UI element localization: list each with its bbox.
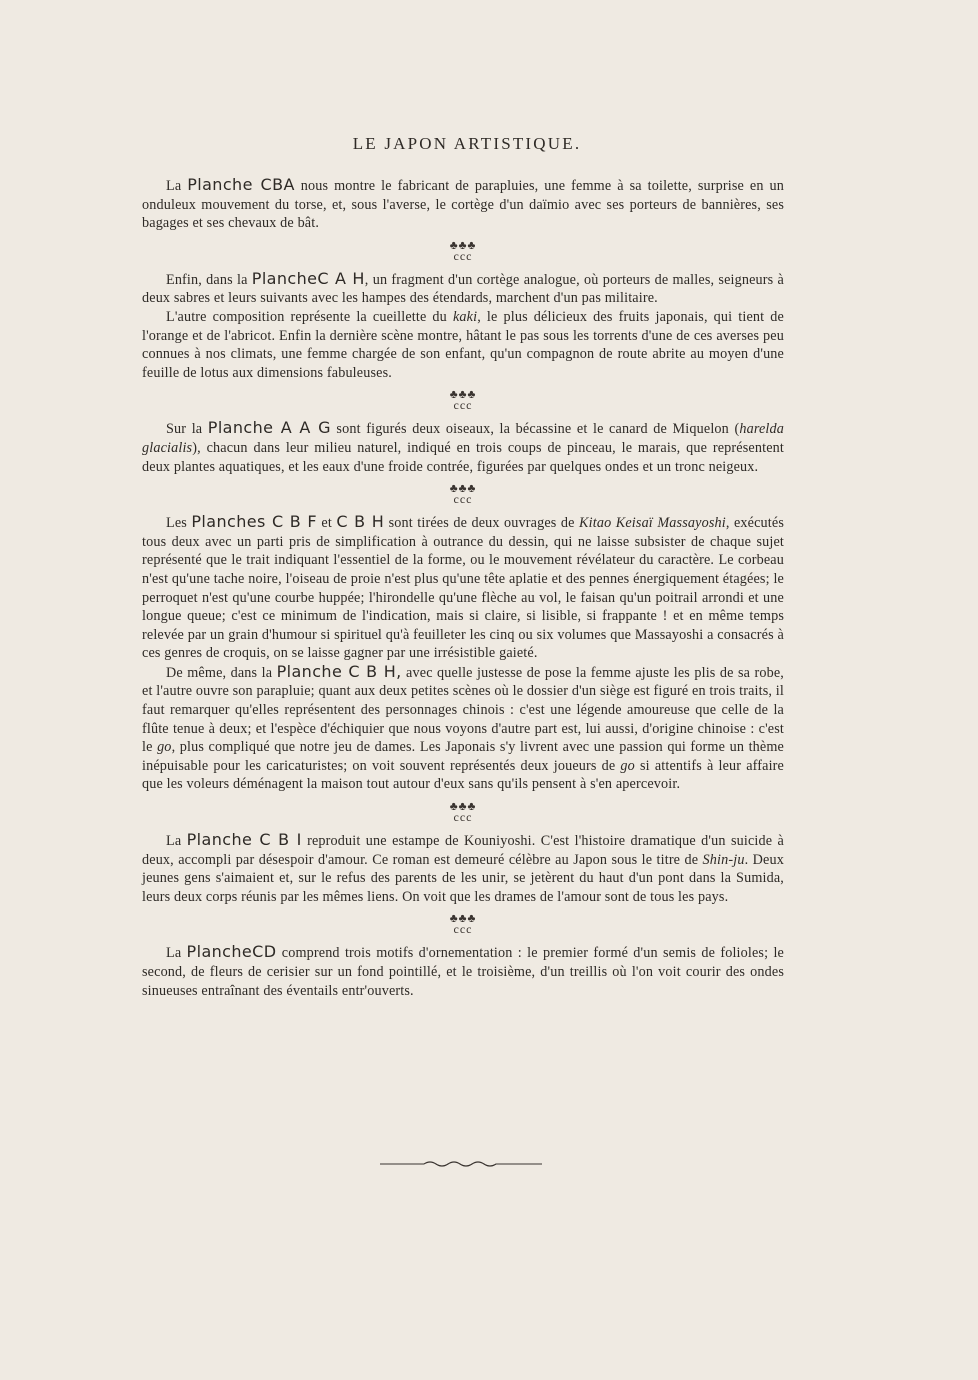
plate-reference: PlancheCD bbox=[186, 942, 277, 962]
paragraph-planche-cbi bbox=[142, 831, 784, 906]
text-run: Enfin, dans la bbox=[166, 271, 252, 288]
text-run: , exécutés tous deux avec un parti pris de simplification à outrance du dessin, qui ne laisse subsister de chaque sujet représenté que le trait indiquant l'essentiel de la forme, ou le mouvement révélateur du caractère. Le corbeau n'est qu'une tache noire, l'oiseau de proie n'est plus qu'une tête aplatie et des pennes énergiquement étagées; le perroquet n'est qu'une courbe huppée; l'hirondelle qu'une flèche au vol, le faisan qu'un poitrail arrondi et une longue queue; c'est ce minimum de l'indication, mais si claire, si lisible, si frappante ! et en même temps relevée par un grain d'humour si spirituel qu'à feuilleter les cinq ou six volumes que Massayoshi a consacrés à ces genres de croquis, on se laisse gagner par une irrésistible gaieté. bbox=[142, 515, 784, 662]
text-run: . Deux jeunes gens s'aimaient et, sur le refus des parents de les unir, se jetèrent du haut d'un pont dans la Sumida, leurs deux corps réunis par les mêmes liens. On voit que les drames de l'amour sont de tous les pays. bbox=[142, 851, 784, 905]
paragraph-planche-cba bbox=[142, 176, 784, 233]
italic-term: Shin-ju bbox=[702, 851, 745, 868]
paragraph-planche-aag bbox=[142, 419, 784, 476]
text-run: De même, dans la bbox=[166, 664, 277, 681]
ornament-clover-icon: ♣♣♣ bbox=[449, 481, 477, 496]
plate-reference: Planches C B F bbox=[191, 512, 317, 532]
ornament-clover-icon: ♣♣♣ bbox=[449, 911, 477, 926]
tailpiece-flourish-icon bbox=[380, 1158, 542, 1170]
plate-reference: C B H bbox=[336, 512, 385, 532]
article-body bbox=[142, 176, 784, 1000]
text-run: si attentifs à leur affaire que les voleurs déménagent la maison tout autour d'eux sans qu'ils pensent à s'en apercevoir. bbox=[142, 757, 785, 793]
italic-term: Kitao Keisaï Massayoshi bbox=[579, 515, 726, 532]
text-run: L'autre composition représente la cueillette du bbox=[166, 308, 453, 325]
text-run: reproduit une estampe de Kouniyoshi. C'est l'histoire dramatique d'un suicide à deux, accompli par désespoir d'amour. Ce roman est demeuré célèbre au Japon sous le titre de bbox=[142, 833, 785, 868]
paragraph-planche-cah bbox=[142, 270, 784, 308]
plate-reference: Planche C B H, bbox=[276, 661, 402, 681]
text-run: avec quelle justesse de pose la femme ajuste les plis de sa robe, et l'autre ouvre son parapluie; quant aux deux petites scènes où le dossier d'un siège est figuré en trois traits, il faut remarquer qu'elles représentent des personnages chinois : c'est une légende amoureuse que celle de la flûte tenue à deux; et l'espèce d'échiquier que nous voyons d'autre part est, lui aussi, d'origine chinoise : c'est le bbox=[142, 664, 784, 756]
text-run: La bbox=[166, 833, 187, 850]
italic-term: go bbox=[620, 757, 635, 774]
plate-reference: PlancheC A H bbox=[251, 268, 365, 288]
text-run: et bbox=[316, 515, 337, 532]
ornament-scroll-icon: ccc bbox=[453, 492, 473, 507]
paragraph-planche-cbh bbox=[142, 663, 784, 794]
italic-term: kaki bbox=[452, 308, 478, 325]
plate-reference: Planche C B I bbox=[186, 830, 302, 850]
text-run: nous montre le fabricant de parapluies, une femme à sa toilette, surprise en un onduleux mouvement du torse, et, sous l'averse, le cortège d'un daïmio avec ses porteurs de bannières, ses bagages et ses chevaux de bât. bbox=[142, 178, 785, 232]
text-run: sont tirées de deux ouvrages de bbox=[384, 515, 580, 532]
paragraph-planches-cbf-cbh bbox=[142, 513, 784, 663]
italic-term: harelda glacialis bbox=[142, 421, 784, 456]
ornament-scroll-icon: ccc bbox=[453, 248, 473, 263]
section-ornament bbox=[142, 913, 784, 935]
text-run: ), chacun dans leur milieu naturel, indiqué en trois coups de pinceau, le marais, que représentent deux plantes aquatiques, et les eaux d'une froide contrée, figurées par quelques ondes et un tronc neigeux. bbox=[142, 439, 784, 475]
text-run: La bbox=[166, 945, 187, 962]
italic-term: go bbox=[157, 739, 172, 756]
ornament-scroll-icon: ccc bbox=[453, 922, 473, 937]
text-run: Les bbox=[166, 515, 192, 532]
plate-reference: Planche CBA bbox=[187, 175, 295, 194]
text-run: La bbox=[166, 178, 188, 194]
plate-reference: Planche A A G bbox=[207, 418, 331, 438]
text-run: , le plus délicieux des fruits japonais, qui tient de l'orange et de l'abricot. Enfin la dernière scène montre, hâtant le pas sous les torrents d'une de ces averses peu connues à nos climats, une femme chargée de son enfant, qu'un compagnon de route abrite au moyen d'une feuille de lotus aux dimensions fabuleuses. bbox=[142, 308, 784, 381]
ornament-clover-icon: ♣♣♣ bbox=[449, 387, 477, 402]
section-ornament bbox=[142, 389, 784, 411]
ornament-clover-icon: ♣♣♣ bbox=[449, 799, 477, 814]
section-ornament bbox=[142, 237, 784, 263]
page-title: LE JAPON ARTISTIQUE. bbox=[352, 134, 582, 153]
text-run: sont figurés deux oiseaux, la bécassine et le canard de Miquelon ( bbox=[330, 421, 740, 438]
section-ornament bbox=[142, 801, 784, 823]
ornament-clover-icon: ♣♣♣ bbox=[449, 237, 477, 252]
text-run: , plus compliqué que notre jeu de dames. Les Japonais s'y livrent avec une passion qui forme un thème inépuisable pour les caricaturistes; on voit souvent représentés deux joueurs de bbox=[142, 739, 784, 774]
text-run: comprend trois motifs d'ornementation : le premier formé d'un semis de folioles; le second, de fleurs de cerisier sur un fond pointillé, et le troisième, d'un treillis où l'on voit courir des ondes sinueuses entraînant des éventails entr'ouverts. bbox=[142, 945, 784, 999]
text-run: , un fragment d'un cortège analogue, où porteurs de malles, seigneurs à deux sabres et leurs suivants avec les hampes des étendards, marchent d'un pas militaire. bbox=[142, 271, 785, 307]
section-ornament bbox=[142, 483, 784, 505]
paragraph-kaki bbox=[142, 308, 784, 382]
text-run: Sur la bbox=[166, 421, 208, 438]
ornament-scroll-icon: ccc bbox=[453, 398, 473, 413]
ornament-scroll-icon: ccc bbox=[453, 810, 473, 825]
paragraph-planche-cd bbox=[142, 943, 784, 1000]
